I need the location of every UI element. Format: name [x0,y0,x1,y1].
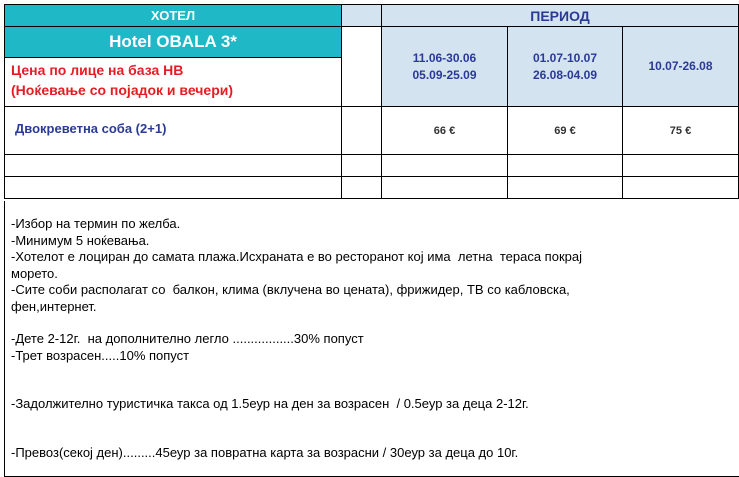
board-type: (Ноќевање со појадок и вечери) [11,82,234,98]
empty-row [5,177,739,199]
note-line: -Дете 2-12г. на дополнително легло .................30% попуст [11,331,364,346]
empty-cell [382,155,508,177]
period-3 [623,27,739,107]
note-line: -Трет возрасен.....10% попуст [11,347,190,363]
price-basis-cell [5,58,342,107]
price-table [4,4,739,199]
price-period-3: 75 € [623,107,739,155]
spacer [11,413,739,429]
price-period-1: 66 € [382,107,508,155]
room-type: Двокреветна соба (2+1) [5,107,342,155]
period-1-range-b: 05.09-25.09 [412,67,477,82]
empty-cell [508,155,623,177]
note-line: фен,интернет. [11,298,97,314]
notes-block [4,201,739,477]
note-line: -Превоз(секој ден).........45еур за повратна карта за возрасни / 30еур за деца до 10г. [11,444,519,460]
period-1 [382,27,508,107]
empty-row [5,155,739,177]
header-row [5,5,739,27]
empty-cell [5,155,342,177]
spacer-cell [342,27,382,107]
note-line: -Избор на термин по желба. [11,216,181,231]
spacer [11,380,739,396]
period-2-range-b: 26.08-04.09 [532,67,598,82]
note-line: морето. [11,265,58,281]
empty-cell [623,177,739,199]
price-list-frame [4,4,738,463]
note-line: -Минимум 5 ноќевања. [11,232,150,248]
empty-cell [342,155,382,177]
hotel-name: Hotel OBALA 3* [5,27,342,58]
note-line: -Задолжително туристичка такса од 1.5еур на ден за возрасен / 0.5еур за деца 2-12г. [11,396,529,411]
spacer-cell [342,107,382,155]
period-2 [508,27,623,107]
price-period-2: 69 € [508,107,623,155]
period-1-range-a: 11.06-30.06 [412,50,477,65]
period-column-header: ПЕРИОД [382,5,739,27]
spacer-header-cell [342,5,382,27]
empty-cell [342,177,382,199]
hotel-name-row [5,27,739,58]
spacer [11,364,739,380]
empty-cell [5,177,342,199]
empty-cell [623,155,739,177]
note-line: -Сите соби располагат со балкон, клима (вклучена во цената), фрижидер, ТВ со кабловска, [11,282,570,297]
hotel-column-header: ХОТЕЛ [5,5,342,27]
price-basis: Цена по лице на база НВ [11,62,184,78]
table-row [5,107,739,155]
empty-cell [508,177,623,199]
period-2-range-a: 01.07-10.07 [532,50,598,65]
empty-cell [382,177,508,199]
note-line: -Хотелот е лоциран до самата плажа.Исхраната е во ресторанот кој има летна тераса покрај [11,249,582,264]
spacer [11,429,739,445]
period-3-range-a: 10.07-26.08 [648,59,713,73]
spacer [11,315,739,331]
